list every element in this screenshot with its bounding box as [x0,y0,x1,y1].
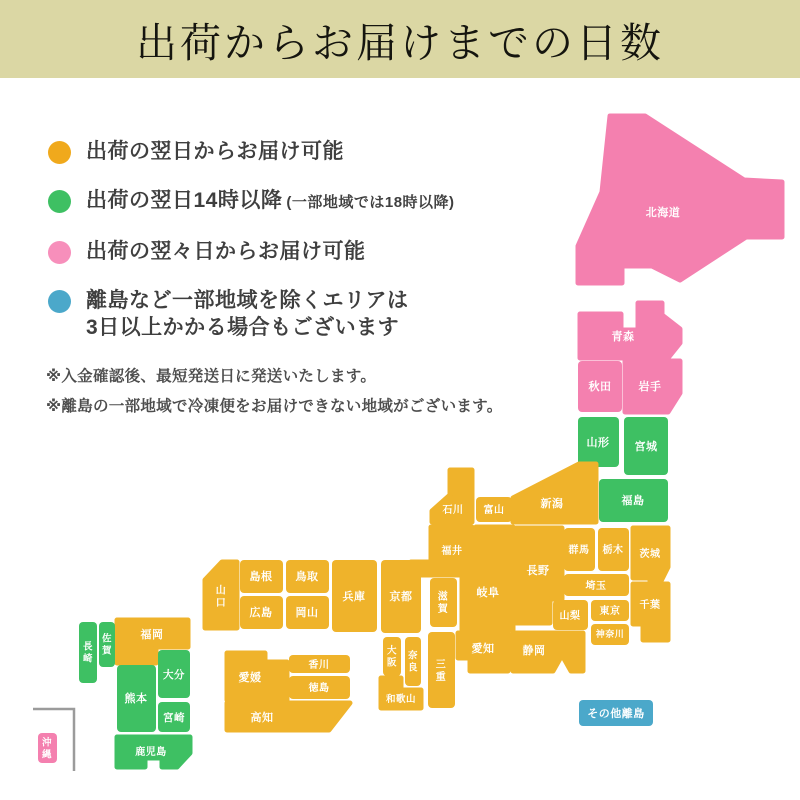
prefecture-okayama [286,596,329,629]
prefecture-other-islands [579,700,653,726]
prefecture-label-kochi: 高知 [250,712,274,724]
prefecture-label-iwate: 岩手 [638,381,662,393]
prefecture-label-toyama: 富山 [483,505,505,516]
prefecture-yamaguchi [205,562,237,628]
prefecture-label-kumamoto: 熊本 [124,693,148,705]
legend-label-main: 出荷の翌日14時以降 [86,189,283,212]
prefecture-label-ishikawa: 石川 [442,505,464,516]
prefecture-aichi [458,633,508,671]
prefecture-label-shiga: 滋賀 [437,591,449,615]
prefecture-shimane [240,560,283,593]
prefecture-kanagawa [591,624,629,645]
prefecture-shape [227,703,350,730]
prefecture-label-kyoto: 京都 [389,591,413,603]
prefecture-label-tokyo: 東京 [599,606,621,617]
prefecture-label-saga: 佐賀 [101,633,113,657]
prefecture-label-tochigi: 栃木 [602,545,624,556]
prefecture-label-tottori: 鳥取 [295,571,319,583]
prefecture-ibaraki [633,528,668,581]
prefecture-toyama [476,497,512,522]
prefecture-label-shimane: 島根 [249,571,273,583]
prefecture-label-gifu: 岐阜 [476,587,500,599]
prefecture-label-mie: 三重 [435,659,447,683]
prefecture-iwate [625,361,680,412]
legend-label-line2: 3日以上かかる場合もございます [86,316,400,339]
prefecture-label-nagano: 長野 [526,565,550,577]
prefecture-hiroshima [240,596,283,629]
prefecture-label-yamagata: 山形 [586,437,610,449]
prefecture-label-nagasaki: 長崎 [82,641,94,665]
prefecture-ehime [227,653,287,700]
prefecture-saitama [564,574,629,596]
prefecture-kagoshima [117,737,190,767]
prefecture-yamagata [578,417,619,467]
prefecture-shiga [430,578,457,627]
prefecture-miyagi [624,417,668,475]
prefecture-label-gunma: 群馬 [568,545,590,556]
prefecture-label-okayama: 岡山 [295,607,319,619]
prefecture-label-niigata: 新潟 [540,498,564,510]
footnote-payment: ※入金確認後、最短発送日に発送いたします。 [46,368,377,385]
prefecture-label-osaka: 大阪 [386,645,398,669]
prefecture-shape [513,464,596,522]
page-title: 出荷からお届けまでの日数 [136,19,664,66]
prefecture-label-shizuoka: 静岡 [522,645,546,657]
prefecture-miyazaki [158,702,190,732]
prefecture-label-wakayama: 和歌山 [385,694,417,705]
prefecture-label-yamanashi: 山梨 [559,611,581,622]
prefecture-label-akita: 秋田 [588,381,612,393]
prefecture-hokkaido [578,116,782,283]
prefecture-label-ibaraki: 茨城 [639,549,661,560]
prefecture-label-saitama: 埼玉 [585,581,607,592]
prefecture-label-hyogo: 兵庫 [342,591,366,603]
prefecture-label-nara: 奈良 [407,650,419,674]
prefecture-aomori [580,303,680,358]
prefecture-shizuoka [513,633,583,671]
prefecture-osaka [383,637,401,676]
prefecture-label-kagoshima: 鹿児島 [135,747,167,758]
prefecture-kyoto [381,560,421,633]
prefecture-tochigi [598,528,629,571]
prefecture-label-ehime: 愛媛 [238,672,262,684]
legend-label-note: (一部地域では18時以降) [286,194,455,211]
prefecture-shape [430,578,457,627]
prefecture-kumamoto [117,665,156,732]
prefecture-tokushima [289,676,350,699]
prefecture-label-oita: 大分 [163,669,185,681]
prefecture-label-kagawa: 香川 [308,660,330,671]
prefecture-label-miyagi: 宮城 [634,441,658,453]
prefecture-yamanashi [553,600,588,630]
prefecture-niigata [513,464,596,522]
prefecture-nagasaki [79,622,97,683]
prefecture-label-fukui: 福井 [441,546,463,557]
prefecture-label-okinawa: 沖縄 [41,737,53,761]
legend-label-line1: 離島など一部地域を除くエリアは [86,289,409,312]
prefecture-kochi [227,703,350,730]
prefecture-shape [633,584,668,640]
prefecture-label-fukuoka: 福岡 [140,629,164,641]
prefecture-label-tokushima: 徳島 [308,683,330,694]
prefecture-label-hiroshima: 広島 [249,607,273,619]
prefecture-shape [578,116,782,283]
prefecture-saga [99,622,115,667]
prefecture-label-fukushima: 福島 [621,495,645,507]
prefecture-nara [405,637,421,686]
prefecture-label-aichi: 愛知 [471,643,495,655]
legend-label: 出荷の翌日からお届け可能 [86,140,344,163]
prefecture-label-other-islands: その他離島 [587,708,645,720]
prefecture-mie [428,632,455,708]
prefecture-oita [158,650,190,698]
prefecture-label-kanagawa: 神奈川 [595,629,625,639]
prefecture-label-hokkaido: 北海道 [645,207,681,219]
prefecture-ishikawa [432,470,472,522]
prefecture-okinawa [38,733,57,763]
prefecture-label-chiba: 千葉 [639,600,661,611]
footnote-islands: ※離島の一部地域で冷凍便をお届けできない地域がございます。 [46,398,503,415]
prefecture-hyogo [332,560,377,632]
prefecture-label-yamaguchi: 山口 [215,585,227,609]
prefecture-fukushima [599,479,668,522]
legend-label: 出荷の翌々日からお届け可能 [86,240,366,263]
prefecture-chiba [633,584,668,640]
prefecture-gunma [564,528,595,571]
prefecture-tottori [286,560,329,593]
prefecture-label-miyazaki: 宮崎 [163,712,185,724]
prefecture-akita [578,361,622,412]
prefecture-tokyo [591,600,629,621]
prefecture-kagawa [289,655,350,673]
prefecture-label-aomori: 青森 [611,331,635,343]
